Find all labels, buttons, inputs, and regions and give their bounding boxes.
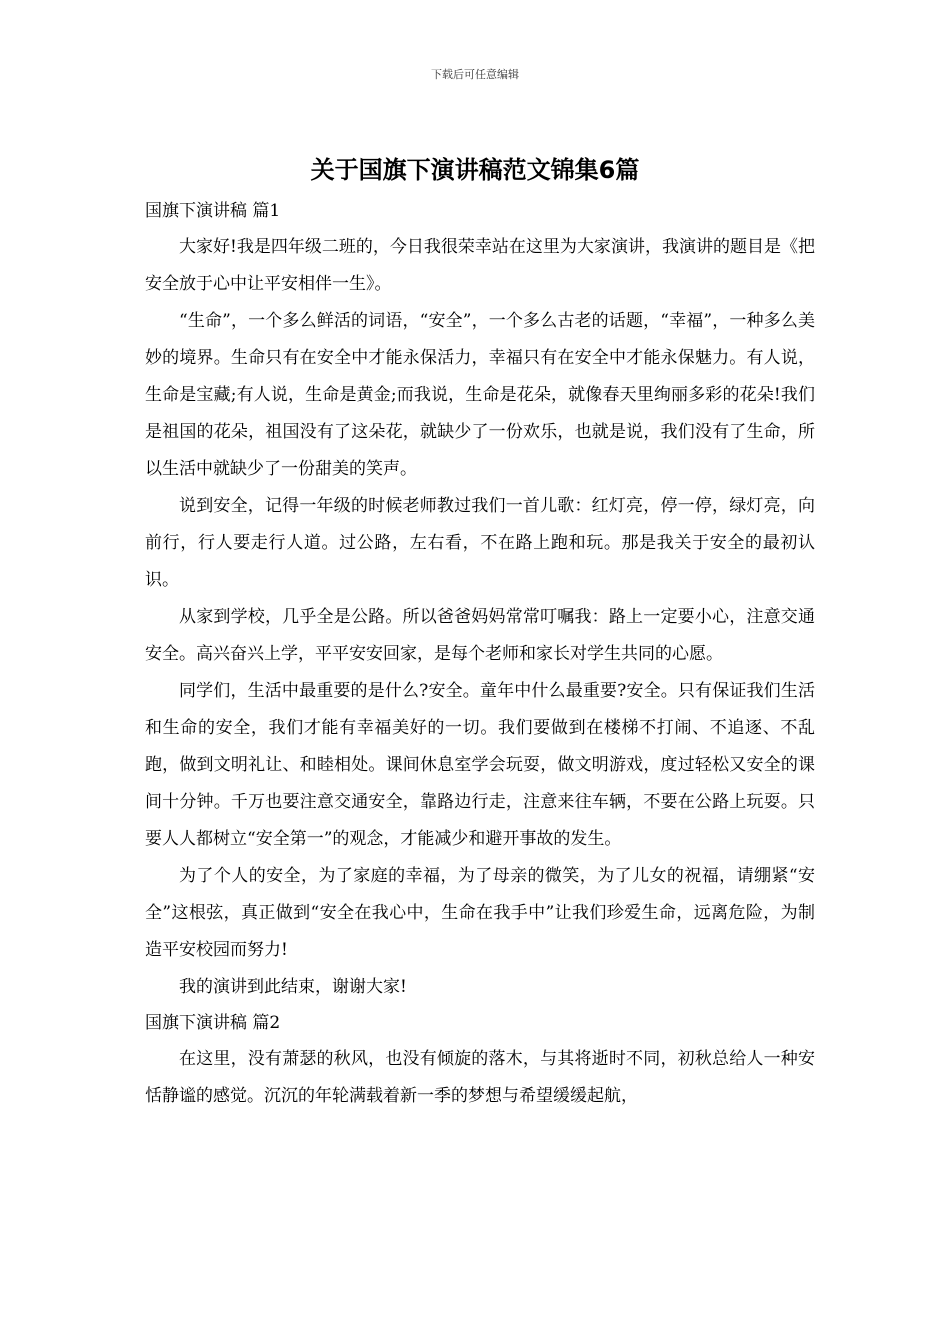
- paragraph: 从家到学校，几乎全是公路。所以爸爸妈妈常常叮嘱我：路上一定要小心，注意交通安全。高兴奋兴上学，平平安安回家，是每个老师和家长对学生共同的心愿。: [145, 607, 815, 664]
- document-body: [145, 194, 815, 1115]
- paragraph: 在这里，没有萧瑟的秋风，也没有倾旋的落木，与其将逝时不同，初秋总给人一种安恬静谧的感觉。沉沉的年轮满载着新一季的梦想与希望缓缓起航，: [145, 1049, 815, 1106]
- section-heading-2: 国旗下演讲稿 篇2: [145, 1013, 281, 1033]
- header-note: 下载后可任意编辑: [431, 68, 519, 81]
- paragraph: 同学们，生活中最重要的是什么?安全。童年中什么最重要?安全。只有保证我们生活和生命的安全，我们才能有幸福美好的一切。我们要做到在楼梯不打闹、不追逐、不乱跑，做到文明礼让、和睦相处。课间休息室学会玩耍，做文明游戏，度过轻松又安全的课间十分钟。千万也要注意交通安全，靠路边行走，注意来往车辆，不要在公路上玩耍。只要人人都树立“安全第一”的观念，才能减少和避开事故的发生。: [145, 681, 815, 849]
- document-title: 关于国旗下演讲稿范文锦集6篇: [310, 156, 640, 184]
- paragraph: 为了个人的安全，为了家庭的幸福，为了母亲的微笑，为了儿女的祝福，请绷紧“安全”这根弦，真正做到“安全在我心中，生命在我手中”让我们珍爱生命，远离危险，为制造平安校园而努力!: [145, 866, 815, 960]
- section-heading-1: 国旗下演讲稿 篇1: [145, 201, 281, 221]
- paragraph: 说到安全，记得一年级的时候老师教过我们一首儿歌：红灯亮，停一停，绿灯亮，向前行，行人要走行人道。过公路，左右看，不在路上跑和玩。那是我关于安全的最初认识。: [145, 496, 815, 590]
- paragraph: 我的演讲到此结束，谢谢大家!: [179, 977, 407, 997]
- paragraph: “生命”，一个多么鲜活的词语，“安全”，一个多么古老的话题，“幸福”，一种多么美妙的境界。生命只有在安全中才能永保活力，幸福只有在安全中才能永保魅力。有人说，生命是宝藏;有人说，生命是黄金;而我说，生命是花朵，就像春天里绚丽多彩的花朵!我们是祖国的花朵，祖国没有了这朵花，就缺少了一份欢乐，也就是说，我们没有了生命，所以生活中就缺少了一份甜美的笑声。: [145, 311, 815, 479]
- paragraph: 大家好!我是四年级二班的，今日我很荣幸站在这里为大家演讲，我演讲的题目是《把安全放于心中让平安相伴一生》。: [145, 237, 815, 294]
